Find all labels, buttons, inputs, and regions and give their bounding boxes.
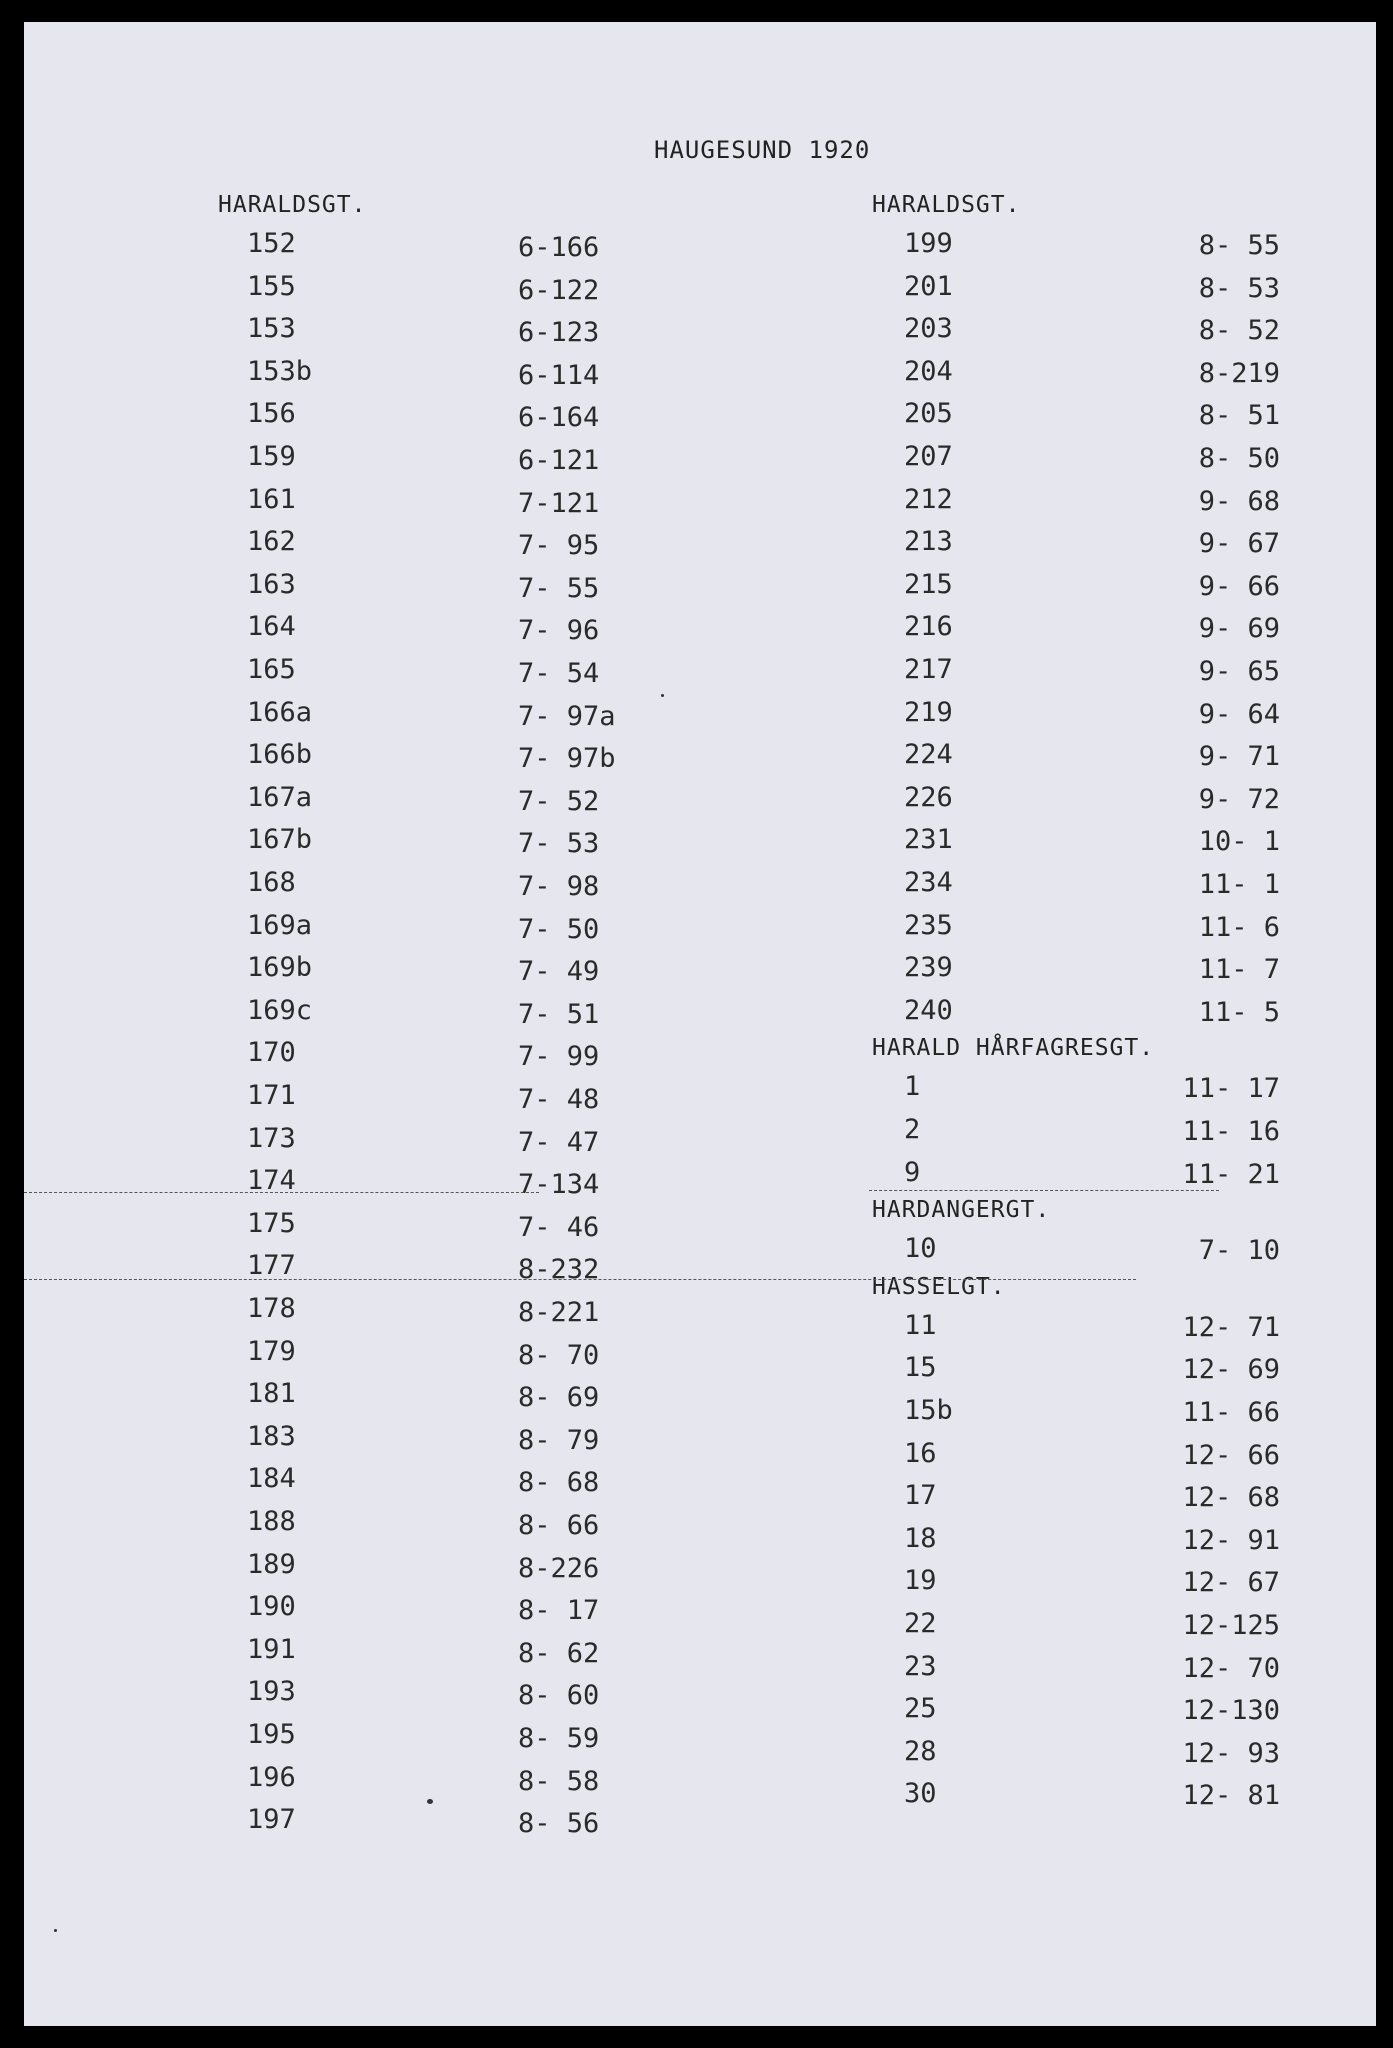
house-number: 153 [247,313,296,345]
house-number: 165 [247,654,296,685]
house-number: 15b [904,1395,953,1426]
register-number: 8- 70 [518,1339,600,1371]
register-number: 12-130 [1182,1695,1280,1727]
house-number: 161 [247,483,296,515]
document-title: HAUGESUND 1920 [654,136,871,164]
house-number: 15 [904,1352,937,1384]
house-number: 153b [247,355,313,387]
house-number: 163 [247,568,296,600]
register-number: 7- 10 [1198,1235,1280,1267]
register-number: 9- 67 [1198,528,1280,560]
register-number: 11- 21 [1182,1158,1280,1190]
dashed-rule [24,1279,1136,1280]
section-header: HASSELGT. [872,1273,1006,1300]
register-number: 12- 69 [1182,1354,1280,1386]
ink-speck [54,1929,57,1932]
register-number: 9- 69 [1198,613,1280,645]
house-number: 164 [247,611,296,643]
house-number: 17 [904,1480,937,1512]
register-number: 8- 59 [518,1723,600,1754]
house-number: 207 [904,441,953,472]
register-number: 11- 1 [1198,869,1280,900]
house-number: 191 [247,1633,296,1665]
register-number: 9- 68 [1198,485,1280,517]
house-number: 169c [247,994,313,1026]
house-number: 159 [247,441,296,472]
register-number: 8- 58 [518,1765,600,1797]
house-number: 190 [247,1591,296,1623]
house-number: 199 [904,228,953,259]
house-number: 240 [904,994,953,1026]
house-number: 212 [904,483,953,515]
register-number: 8- 50 [1198,443,1280,474]
house-number: 166a [247,696,313,728]
register-number: 8- 51 [1198,400,1280,432]
register-number: 7- 49 [518,956,600,988]
house-number: 215 [904,568,953,600]
register-number: 12- 81 [1182,1780,1280,1812]
house-number: 18 [904,1522,937,1554]
house-number: 201 [904,270,953,302]
section-header: HARALDSGT. [872,192,1021,218]
register-number: 7- 97a [518,700,616,732]
house-number: 188 [247,1506,296,1537]
register-number: 11- 17 [1182,1073,1280,1105]
register-number: 12- 93 [1182,1737,1280,1769]
house-number: 239 [904,952,953,984]
register-number: 7- 47 [518,1126,600,1158]
register-number: 6-164 [518,402,600,434]
house-number: 203 [904,313,953,345]
register-number: 12- 66 [1182,1439,1280,1471]
register-number: 7- 95 [518,530,600,562]
section-header: HARALD HÅRFAGRESGT. [872,1035,1155,1062]
house-number: 22 [904,1608,937,1639]
house-number: 235 [904,909,953,941]
house-number: 1 [904,1071,921,1103]
register-number: 7-134 [518,1169,600,1201]
house-number: 183 [247,1420,296,1452]
register-number: 12- 71 [1182,1311,1280,1343]
register-number: 6-123 [518,317,600,349]
house-number: 193 [247,1676,296,1708]
register-number: 11- 6 [1198,911,1280,943]
house-number: 195 [247,1719,296,1750]
house-number: 204 [904,355,953,387]
register-number: 7- 51 [518,998,600,1030]
house-number: 234 [904,867,953,898]
register-number: 9- 72 [1198,783,1280,815]
register-number: 6-114 [518,359,600,391]
register-number: 7- 98 [518,871,600,902]
house-number: 155 [247,270,296,302]
house-number: 184 [247,1463,296,1495]
register-number: 9- 64 [1198,698,1280,730]
house-number: 226 [904,781,953,813]
house-number: 231 [904,824,953,856]
register-number: 7- 97b [518,743,616,775]
register-number: 8- 60 [518,1680,600,1712]
register-number: 8- 56 [518,1808,600,1840]
house-number: 19 [904,1565,937,1597]
house-number: 179 [247,1335,296,1367]
register-number: 7- 96 [518,615,600,647]
register-number: 8- 62 [518,1637,600,1669]
register-number: 7- 53 [518,828,600,860]
register-number: 8-219 [1198,357,1280,389]
register-number: 8-221 [518,1297,600,1328]
register-number: 8- 79 [518,1424,600,1456]
house-number: 156 [247,398,296,430]
register-number: 9- 66 [1198,570,1280,602]
house-number: 174 [247,1165,296,1197]
house-number: 167b [247,824,313,856]
house-number: 169a [247,909,313,941]
document-page [24,22,1376,2026]
register-number: 8- 55 [1198,230,1280,261]
register-number: 9- 71 [1198,741,1280,773]
house-number: 178 [247,1293,296,1324]
house-number: 30 [904,1778,937,1810]
register-number: 10- 1 [1198,826,1280,858]
register-number: 7- 52 [518,785,600,817]
house-number: 175 [247,1207,296,1239]
register-number: 6-122 [518,274,600,306]
register-number: 12- 67 [1182,1567,1280,1599]
register-number: 8- 17 [518,1595,600,1627]
house-number: 25 [904,1693,937,1725]
house-number: 168 [247,867,296,898]
register-number: 8- 69 [518,1382,600,1414]
house-number: 23 [904,1650,937,1682]
register-number: 8- 52 [1198,315,1280,347]
house-number: 166b [247,739,313,771]
register-number: 7- 46 [518,1211,600,1243]
register-number: 11- 16 [1182,1116,1280,1147]
house-number: 189 [247,1548,296,1580]
register-number: 12- 70 [1182,1652,1280,1684]
register-number: 11- 66 [1182,1397,1280,1428]
register-number: 8- 53 [1198,272,1280,304]
house-number: 213 [904,526,953,558]
register-number: 11- 5 [1198,996,1280,1028]
house-number: 171 [247,1080,296,1111]
register-number: 12- 91 [1182,1524,1280,1556]
house-number: 162 [247,526,296,558]
register-number: 9- 65 [1198,656,1280,687]
house-number: 16 [904,1437,937,1469]
house-number: 216 [904,611,953,643]
ink-speck [661,694,664,697]
house-number: 205 [904,398,953,430]
register-number: 8-226 [518,1552,600,1584]
register-number: 8-232 [518,1254,600,1286]
section-header: HARDANGERGT. [872,1197,1051,1224]
house-number: 2 [904,1114,921,1145]
dashed-rule [24,1192,539,1193]
house-number: 28 [904,1735,937,1767]
register-number: 11- 7 [1198,954,1280,986]
house-number: 196 [247,1761,296,1793]
register-number: 7-121 [518,487,600,519]
house-number: 217 [904,654,953,685]
house-number: 219 [904,696,953,728]
register-number: 7- 99 [518,1041,600,1073]
ink-speck [427,1799,433,1804]
house-number: 177 [247,1250,296,1282]
register-number: 7- 55 [518,572,600,604]
register-number: 12-125 [1182,1610,1280,1641]
house-number: 170 [247,1037,296,1069]
house-number: 10 [904,1233,937,1265]
house-number: 197 [247,1804,296,1836]
house-number: 11 [904,1309,937,1341]
register-number: 6-121 [518,445,600,476]
register-number: 7- 50 [518,913,600,945]
house-number: 152 [247,228,296,259]
house-number: 169b [247,952,313,984]
house-number: 224 [904,739,953,771]
register-number: 8- 66 [518,1510,600,1541]
dashed-rule [869,1190,1219,1191]
register-number: 7- 54 [518,658,600,689]
register-number: 8- 68 [518,1467,600,1499]
house-number: 167a [247,781,313,813]
register-number: 6-166 [518,232,600,263]
section-header: HARALDSGT. [218,192,367,218]
register-number: 7- 48 [518,1084,600,1115]
house-number: 181 [247,1378,296,1410]
house-number: 173 [247,1122,296,1154]
house-number: 9 [904,1156,921,1188]
register-number: 12- 68 [1182,1482,1280,1514]
